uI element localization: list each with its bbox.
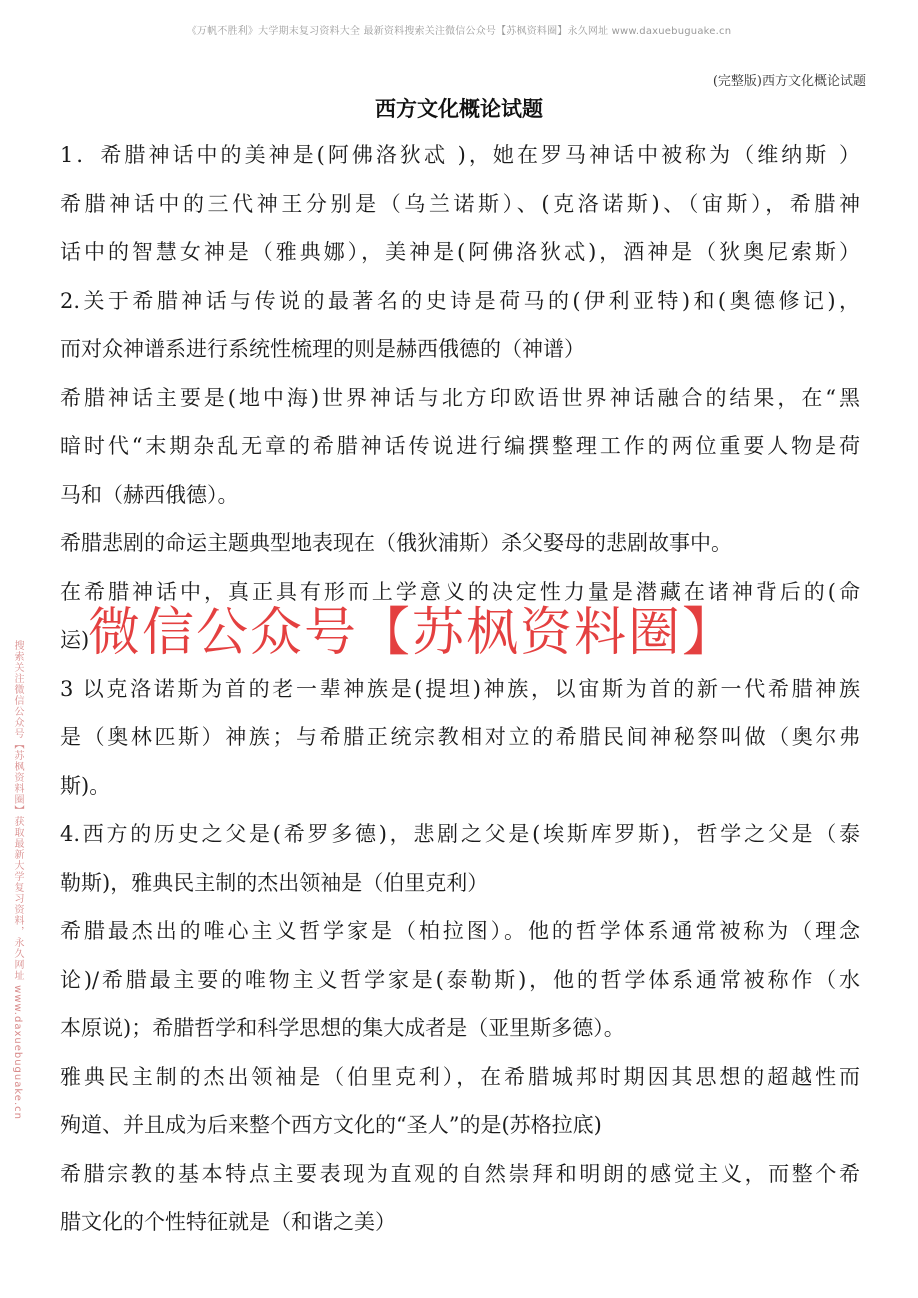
body-line: 1．希腊神话中的美神是(阿佛洛狄忒 )，她在罗马神话中被称为（维纳斯 ） <box>60 143 860 167</box>
body-line: 话中的智慧女神是（雅典娜），美神是(阿佛洛狄忒)，酒神是（狄奥尼索斯） <box>60 240 860 264</box>
top-banner: 《万帆不胜利》大学期末复习资料大全 最新资料搜索关注微信公众号【苏枫资料圈】永久网址 www.daxuebuguake.cn <box>186 26 732 37</box>
body-line: 在希腊神话中，真正具有形而上学意义的决定性力量是潜藏在诸神背后的(命 <box>60 579 860 604</box>
body-line: 4.西方的历史之父是(希罗多德)，悲剧之父是(埃斯库罗斯)，哲学之父是（泰 <box>60 822 860 846</box>
body-line: 殉道、并且成为后来整个西方文化的“圣人”的是(苏格拉底) <box>60 1113 602 1137</box>
running-header: (完整版)西方文化概论试题 <box>712 74 866 89</box>
body-line: 希腊神话主要是(地中海)世界神话与北方印欧语世界神话融合的结果，在“黑 <box>60 385 860 410</box>
body-line: 腊文化的个性特征就是（和谐之美） <box>60 1210 396 1234</box>
body-line: 而对众神谱系进行系统性梳理的则是赫西俄德的（神谱） <box>60 337 585 361</box>
document-title: 西方文化概论试题 <box>375 97 543 121</box>
body-line: 是（奥林匹斯）神族；与希腊正统宗教相对立的希腊民间神秘祭叫做（奥尔弗 <box>60 725 860 749</box>
side-watermark: 搜索关注微信公众号【苏枫资料圈】获取最新大学复习资料，永久网址 www.daxuebuguake.cn <box>12 640 23 1120</box>
body-line: 希腊神话中的三代神王分别是（乌兰诺斯）、(克洛诺斯)、（宙斯），希腊神 <box>60 191 860 216</box>
body-line: 2.关于希腊神话与传说的最著名的史诗是荷马的(伊利亚特)和(奥德修记)， <box>60 288 860 313</box>
body-line: 论)/希腊最主要的唯物主义哲学家是(泰勒斯)，他的哲学体系通常被称作（水 <box>60 967 860 992</box>
document-body <box>60 131 860 1247</box>
body-line: 本原说)；希腊哲学和科学思想的集大成者是（亚里斯多德）。 <box>60 1016 625 1040</box>
body-line: 斯)。 <box>60 773 111 798</box>
body-line: 勒斯)，雅典民主制的杰出领袖是（伯里克利） <box>60 870 489 895</box>
body-line: 马和（赫西俄德）。 <box>60 482 239 507</box>
body-line: 希腊最杰出的唯心主义哲学家是（柏拉图）。他的哲学体系通常被称为（理念 <box>60 919 860 943</box>
body-line: 3 以克洛诺斯为首的老一辈神族是(提坦)神族，以宙斯为首的新一代希腊神族 <box>60 676 860 701</box>
body-line: 希腊宗教的基本特点主要表现为直观的自然崇拜和明朗的感觉主义，而整个希 <box>60 1161 860 1186</box>
body-line: 运) <box>60 628 90 652</box>
body-line: 雅典民主制的杰出领袖是（伯里克利），在希腊城邦时期因其思想的超越性而 <box>60 1064 860 1089</box>
body-line: 希腊悲剧的命运主题典型地表现在（俄狄浦斯）杀父娶母的悲剧故事中。 <box>60 531 732 555</box>
body-line: 暗时代“末期杂乱无章的希腊神话传说进行编撰整理工作的两位重要人物是荷 <box>60 434 860 458</box>
overlay-watermark: 微信公众号【苏枫资料圈】 <box>88 603 737 663</box>
